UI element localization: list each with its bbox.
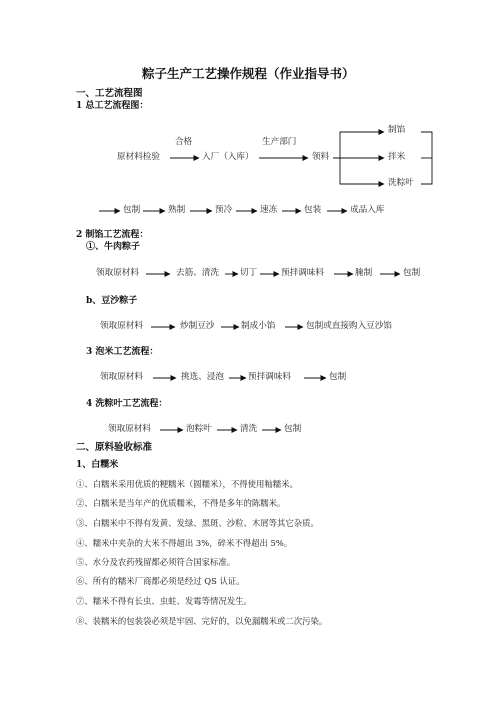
- step-quickfreeze: 速冻: [260, 205, 278, 215]
- leaf-step-4: 包制: [284, 424, 302, 434]
- standard-item-5: ⑤、水分及农药残留都必须符合国家标准。: [76, 557, 236, 567]
- subheading-rice-flow: 3 泡米工艺流程：: [86, 347, 159, 357]
- section-heading-material-standard: 二、原料验收标准: [76, 442, 153, 453]
- node-requisition: 领料: [312, 152, 330, 162]
- standard-item-4: ④、糯米中夹杂的大米不得超出 3%，碎米不得超出 5%。: [76, 538, 293, 548]
- bean-step-4: 包制或直接购入豆沙馅: [306, 321, 392, 331]
- subheading-overall-flow: 1 总工艺流程图：: [76, 101, 149, 111]
- subheading-filling-flow: 2 制馅工艺流程：: [76, 230, 149, 240]
- beef-step-2: 去筋、清洗: [176, 268, 219, 278]
- bean-step-2: 炒制豆沙: [180, 321, 215, 331]
- branch-wash-leaves: 洗粽叶: [388, 178, 414, 188]
- beef-step-4: 预拌调味料: [281, 268, 324, 278]
- beef-step-5: 腌制: [355, 268, 373, 278]
- step-cook: 熟制: [168, 205, 186, 215]
- subheading-beef-zongzi: ①、牛肉粽子: [86, 242, 141, 252]
- leaf-step-2: 泡粽叶: [186, 424, 212, 434]
- label-production-dept: 生产部门: [262, 137, 297, 147]
- branch-connector: [340, 132, 384, 158]
- standard-item-6: ⑥、所有的糯米厂商都必须是经过 QS 认证。: [76, 576, 245, 586]
- page-title: 粽子生产工艺操作规程（作业指导书）: [142, 66, 355, 81]
- standard-item-7: ⑦、糯米不得有长虫、虫蛀、发霉等情况发生。: [76, 596, 252, 606]
- rice-step-1: 领取原材料: [100, 372, 143, 382]
- node-into-factory: 入厂（入库）: [202, 152, 254, 162]
- branch-mix-rice: 拌米: [388, 152, 406, 162]
- rice-step-3: 预拌调味料: [248, 372, 291, 382]
- step-precool: 预冷: [215, 205, 233, 215]
- standard-item-8: ⑧、装糯米的包装袋必须是牢固、完好的，以免漏糯米或二次污染。: [76, 616, 328, 626]
- bean-step-3: 制成小馅: [241, 321, 276, 331]
- beef-step-1: 领取原材料: [96, 268, 139, 278]
- branch-filling: 制馅: [388, 125, 406, 135]
- label-qualified: 合格: [175, 137, 193, 147]
- step-package: 包装: [304, 205, 322, 215]
- standard-item-1: ①、白糯米采用优质的粳糯米（圆糯米），不得使用籼糯米。: [76, 479, 298, 489]
- section-heading-process-flow: 一、工艺流程图: [76, 88, 143, 99]
- standard-item-2: ②、白糯米是当年产的优质糯米，不得是多年的陈糯米。: [76, 498, 286, 508]
- standard-item-3: ③、白糯米中不得有发黄、发绿、黑斑、沙粒、木屑等其它杂质。: [76, 518, 319, 528]
- bean-step-1: 领取原材料: [100, 321, 143, 331]
- node-raw-inspection: 原材料检验: [117, 152, 160, 162]
- leaf-step-1: 领取原材料: [108, 424, 151, 434]
- rice-step-2: 挑选、浸泡: [181, 372, 224, 382]
- step-wrap: 包制: [123, 205, 141, 215]
- beef-step-3: 切丁: [240, 268, 258, 278]
- branch-connector-leaves: [340, 158, 384, 184]
- leaf-step-3: 清洗: [240, 424, 258, 434]
- step-warehouse: 成品入库: [350, 205, 385, 215]
- subheading-leaf-flow: 4 洗粽叶工艺流程：: [86, 399, 168, 409]
- beef-step-6: 包制: [403, 268, 421, 278]
- subheading-bean-zongzi: b、豆沙粽子: [86, 296, 138, 306]
- subheading-white-glutinous-rice: 1、白糯米: [76, 460, 119, 470]
- rice-step-4: 包制: [329, 372, 347, 382]
